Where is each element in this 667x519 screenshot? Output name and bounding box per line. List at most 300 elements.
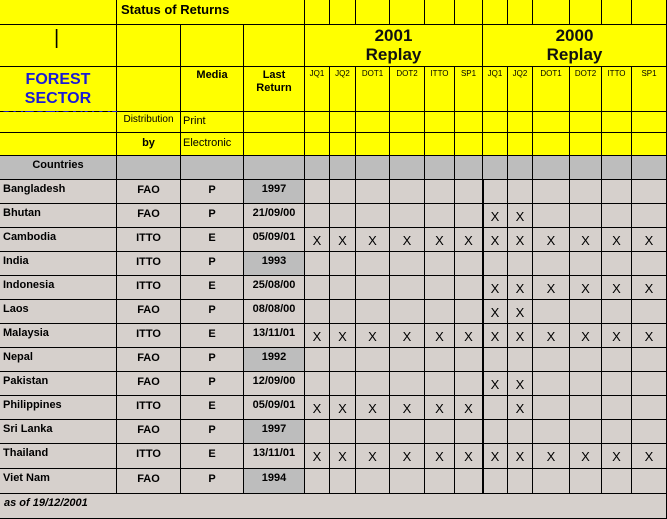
status-cell[interactable] bbox=[390, 276, 425, 300]
last-return-header-cell[interactable] bbox=[244, 67, 305, 112]
country-cell[interactable] bbox=[0, 444, 117, 469]
status-cell[interactable] bbox=[632, 252, 667, 276]
status-cell[interactable] bbox=[356, 444, 390, 469]
status-cell[interactable] bbox=[330, 252, 356, 276]
status-cell[interactable] bbox=[455, 252, 483, 276]
status-cell[interactable] bbox=[533, 252, 570, 276]
status-cell[interactable] bbox=[330, 469, 356, 494]
header-cell-blank[interactable] bbox=[483, 0, 508, 25]
header-cell-blank[interactable] bbox=[330, 156, 356, 180]
status-cell[interactable] bbox=[356, 228, 390, 252]
status-cell[interactable] bbox=[508, 469, 533, 494]
last-return-cell[interactable] bbox=[244, 469, 305, 494]
header-cell-blank[interactable] bbox=[390, 133, 425, 156]
status-cell[interactable] bbox=[425, 252, 455, 276]
status-cell[interactable] bbox=[305, 204, 330, 228]
status-cell[interactable] bbox=[356, 300, 390, 324]
header-cell-blank[interactable] bbox=[533, 133, 570, 156]
country-cell[interactable] bbox=[0, 469, 117, 494]
status-cell[interactable] bbox=[602, 228, 632, 252]
status-cell[interactable] bbox=[483, 252, 508, 276]
header-cell-blank[interactable] bbox=[570, 156, 602, 180]
footer-cell[interactable] bbox=[0, 494, 667, 519]
header-cell-blank[interactable] bbox=[356, 156, 390, 180]
header-cell-blank[interactable] bbox=[305, 156, 330, 180]
status-cell[interactable] bbox=[356, 396, 390, 420]
header-cell-blank[interactable] bbox=[0, 0, 117, 25]
status-cell[interactable] bbox=[602, 469, 632, 494]
status-cell[interactable] bbox=[455, 204, 483, 228]
status-cell[interactable] bbox=[305, 228, 330, 252]
status-cell[interactable] bbox=[305, 420, 330, 444]
status-cell[interactable] bbox=[570, 324, 602, 348]
status-cell[interactable] bbox=[533, 469, 570, 494]
status-cell[interactable] bbox=[533, 180, 570, 204]
header-cell-blank[interactable] bbox=[181, 156, 244, 180]
subcolumn-header-dot1[interactable] bbox=[533, 67, 570, 112]
header-cell-blank[interactable] bbox=[425, 133, 455, 156]
status-cell[interactable] bbox=[356, 180, 390, 204]
status-cell[interactable] bbox=[455, 444, 483, 469]
media-cell[interactable] bbox=[181, 252, 244, 276]
media-cell[interactable] bbox=[181, 300, 244, 324]
status-cell[interactable] bbox=[570, 396, 602, 420]
status-cell[interactable] bbox=[356, 469, 390, 494]
country-name: Malaysia bbox=[3, 327, 49, 339]
status-cell[interactable] bbox=[602, 276, 632, 300]
status-cell[interactable] bbox=[455, 348, 483, 372]
group-2001-header[interactable] bbox=[305, 25, 483, 67]
distribution-cell[interactable] bbox=[117, 420, 181, 444]
media-cell[interactable] bbox=[181, 324, 244, 348]
by-header-cell[interactable] bbox=[117, 133, 181, 156]
status-cell[interactable] bbox=[483, 228, 508, 252]
subcolumn-header-sp1[interactable] bbox=[455, 67, 483, 112]
header-cell-blank[interactable] bbox=[356, 0, 390, 25]
status-cell[interactable] bbox=[483, 276, 508, 300]
distribution-header-cell[interactable] bbox=[117, 112, 181, 133]
header-cell-blank[interactable] bbox=[0, 133, 117, 156]
header-cell-blank[interactable] bbox=[533, 156, 570, 180]
country-cell[interactable] bbox=[0, 324, 117, 348]
status-cell[interactable] bbox=[356, 252, 390, 276]
status-cell[interactable] bbox=[425, 276, 455, 300]
header-cell-blank[interactable] bbox=[330, 133, 356, 156]
print-header-cell[interactable] bbox=[181, 112, 244, 133]
x-mark: X bbox=[612, 449, 621, 464]
status-cell[interactable] bbox=[425, 348, 455, 372]
status-cell[interactable] bbox=[602, 252, 632, 276]
status-cell[interactable] bbox=[390, 444, 425, 469]
header-cell-blank[interactable] bbox=[570, 0, 602, 25]
status-cell[interactable] bbox=[602, 324, 632, 348]
distribution-cell[interactable] bbox=[117, 204, 181, 228]
subcolumn-header-itto[interactable] bbox=[602, 67, 632, 112]
status-cell[interactable] bbox=[305, 252, 330, 276]
status-cell[interactable] bbox=[425, 372, 455, 396]
status-cell[interactable] bbox=[570, 252, 602, 276]
header-cell-blank[interactable] bbox=[632, 0, 667, 25]
status-cell[interactable] bbox=[483, 180, 508, 204]
media-cell[interactable] bbox=[181, 469, 244, 494]
status-cell[interactable] bbox=[330, 204, 356, 228]
status-cell[interactable] bbox=[330, 348, 356, 372]
subcolumn-header-jq2[interactable] bbox=[330, 67, 356, 112]
status-cell[interactable] bbox=[632, 396, 667, 420]
status-cell[interactable] bbox=[508, 324, 533, 348]
last-return-cell[interactable] bbox=[244, 276, 305, 300]
last-return-cell[interactable] bbox=[244, 444, 305, 469]
last-return-cell[interactable] bbox=[244, 300, 305, 324]
media-cell[interactable] bbox=[181, 444, 244, 469]
status-cell[interactable] bbox=[570, 372, 602, 396]
status-cell[interactable] bbox=[390, 372, 425, 396]
header-cell-blank[interactable] bbox=[508, 133, 533, 156]
header-cell-blank[interactable] bbox=[117, 25, 181, 67]
status-cell[interactable] bbox=[455, 324, 483, 348]
status-cell[interactable] bbox=[305, 300, 330, 324]
last-return-cell[interactable] bbox=[244, 204, 305, 228]
status-cell[interactable] bbox=[483, 372, 508, 396]
status-cell[interactable] bbox=[455, 469, 483, 494]
header-cell-blank[interactable] bbox=[455, 0, 483, 25]
country-cell[interactable] bbox=[0, 348, 117, 372]
status-cell[interactable] bbox=[570, 228, 602, 252]
media-cell[interactable] bbox=[181, 180, 244, 204]
status-cell[interactable] bbox=[508, 444, 533, 469]
header-cell-blank[interactable] bbox=[602, 0, 632, 25]
header-cell-blank[interactable] bbox=[602, 156, 632, 180]
header-cell-blank[interactable] bbox=[244, 112, 305, 133]
media-cell[interactable] bbox=[181, 372, 244, 396]
header-cell-blank[interactable] bbox=[483, 156, 508, 180]
status-cell[interactable] bbox=[508, 300, 533, 324]
last-return-cell[interactable] bbox=[244, 396, 305, 420]
status-title-cell[interactable] bbox=[117, 0, 305, 25]
status-cell[interactable] bbox=[390, 348, 425, 372]
status-cell[interactable] bbox=[330, 372, 356, 396]
status-cell[interactable] bbox=[425, 204, 455, 228]
group-2000-header[interactable] bbox=[483, 25, 667, 67]
header-cell-blank[interactable] bbox=[533, 112, 570, 133]
country-cell[interactable] bbox=[0, 180, 117, 204]
x-mark: X bbox=[338, 233, 347, 248]
media-cell[interactable] bbox=[181, 204, 244, 228]
subcolumn-header-jq2[interactable] bbox=[508, 67, 533, 112]
status-cell[interactable] bbox=[305, 469, 330, 494]
status-cell[interactable] bbox=[533, 444, 570, 469]
status-cell[interactable] bbox=[632, 180, 667, 204]
status-cell[interactable] bbox=[305, 276, 330, 300]
header-cell-blank[interactable] bbox=[244, 156, 305, 180]
status-cell[interactable] bbox=[508, 372, 533, 396]
status-cell[interactable] bbox=[533, 324, 570, 348]
status-cell[interactable] bbox=[305, 324, 330, 348]
status-cell[interactable] bbox=[305, 396, 330, 420]
header-cell-blank[interactable] bbox=[356, 133, 390, 156]
header-cell-blank[interactable] bbox=[356, 112, 390, 133]
status-cell[interactable] bbox=[425, 300, 455, 324]
last-return-cell[interactable] bbox=[244, 228, 305, 252]
header-cell-blank[interactable] bbox=[632, 156, 667, 180]
last-return-cell[interactable] bbox=[244, 324, 305, 348]
header-cell-blank[interactable] bbox=[181, 25, 244, 67]
status-cell[interactable] bbox=[390, 252, 425, 276]
status-cell[interactable] bbox=[305, 348, 330, 372]
header-cell-blank[interactable] bbox=[455, 112, 483, 133]
status-cell[interactable] bbox=[602, 420, 632, 444]
status-cell[interactable] bbox=[330, 300, 356, 324]
media-cell[interactable] bbox=[181, 420, 244, 444]
status-cell[interactable] bbox=[602, 372, 632, 396]
last-return-cell[interactable] bbox=[244, 348, 305, 372]
header-cell-blank[interactable] bbox=[305, 112, 330, 133]
last-return-cell[interactable] bbox=[244, 372, 305, 396]
last-return-cell[interactable] bbox=[244, 420, 305, 444]
country-cell[interactable] bbox=[0, 300, 117, 324]
header-cell-blank[interactable] bbox=[508, 0, 533, 25]
status-cell[interactable] bbox=[602, 180, 632, 204]
country-cell[interactable] bbox=[0, 276, 117, 300]
distribution-cell[interactable] bbox=[117, 180, 181, 204]
status-cell[interactable] bbox=[330, 420, 356, 444]
status-cell[interactable] bbox=[632, 420, 667, 444]
status-cell[interactable] bbox=[570, 469, 602, 494]
status-cell[interactable] bbox=[508, 348, 533, 372]
status-cell[interactable] bbox=[425, 444, 455, 469]
status-cell[interactable] bbox=[602, 204, 632, 228]
distribution-cell[interactable] bbox=[117, 372, 181, 396]
header-cell-blank[interactable] bbox=[425, 156, 455, 180]
status-cell[interactable] bbox=[570, 180, 602, 204]
status-cell[interactable] bbox=[390, 324, 425, 348]
status-cell[interactable] bbox=[632, 372, 667, 396]
header-cell-blank[interactable] bbox=[244, 25, 305, 67]
distribution-cell[interactable] bbox=[117, 252, 181, 276]
status-cell[interactable] bbox=[330, 228, 356, 252]
header-cell-blank[interactable] bbox=[533, 0, 570, 25]
status-cell[interactable] bbox=[483, 300, 508, 324]
distribution-cell[interactable] bbox=[117, 300, 181, 324]
status-cell[interactable] bbox=[570, 420, 602, 444]
status-cell[interactable] bbox=[455, 300, 483, 324]
header-cell-blank[interactable] bbox=[425, 0, 455, 25]
status-cell[interactable] bbox=[632, 324, 667, 348]
status-cell[interactable] bbox=[390, 300, 425, 324]
status-cell[interactable] bbox=[330, 324, 356, 348]
status-cell[interactable] bbox=[533, 228, 570, 252]
status-cell[interactable] bbox=[483, 324, 508, 348]
country-cell[interactable] bbox=[0, 372, 117, 396]
subcolumn-header-dot2[interactable] bbox=[570, 67, 602, 112]
media-cell[interactable] bbox=[181, 276, 244, 300]
header-cell-blank[interactable] bbox=[425, 112, 455, 133]
status-cell[interactable] bbox=[483, 420, 508, 444]
status-cell[interactable] bbox=[533, 276, 570, 300]
last-return-value: 1997 bbox=[261, 423, 287, 435]
status-cell[interactable] bbox=[390, 420, 425, 444]
header-cell-blank[interactable] bbox=[330, 112, 356, 133]
status-cell[interactable] bbox=[508, 204, 533, 228]
header-cell-blank[interactable] bbox=[632, 133, 667, 156]
header-cell-blank[interactable] bbox=[390, 156, 425, 180]
status-cell[interactable] bbox=[455, 372, 483, 396]
status-cell[interactable] bbox=[305, 372, 330, 396]
distribution-cell[interactable] bbox=[117, 396, 181, 420]
header-cell-blank[interactable] bbox=[570, 112, 602, 133]
header-cell-blank[interactable] bbox=[117, 156, 181, 180]
subcolumn-header-dot1[interactable] bbox=[356, 67, 390, 112]
header-cell-blank[interactable] bbox=[330, 0, 356, 25]
status-cell[interactable] bbox=[305, 444, 330, 469]
status-cell[interactable] bbox=[632, 300, 667, 324]
status-cell[interactable] bbox=[483, 444, 508, 469]
status-cell[interactable] bbox=[455, 228, 483, 252]
header-cell-blank[interactable] bbox=[508, 156, 533, 180]
subcolumn-header-itto[interactable] bbox=[425, 67, 455, 112]
header-cell-blank[interactable] bbox=[483, 112, 508, 133]
status-cell[interactable] bbox=[508, 276, 533, 300]
x-mark: X bbox=[368, 329, 377, 344]
distribution-cell[interactable] bbox=[117, 276, 181, 300]
countries-header-cell[interactable] bbox=[0, 156, 117, 180]
header-cell-blank[interactable] bbox=[455, 156, 483, 180]
status-cell[interactable] bbox=[632, 469, 667, 494]
status-cell[interactable] bbox=[632, 276, 667, 300]
status-cell[interactable] bbox=[425, 324, 455, 348]
header-cell-blank[interactable] bbox=[632, 112, 667, 133]
status-cell[interactable] bbox=[570, 300, 602, 324]
status-cell[interactable] bbox=[602, 444, 632, 469]
status-cell[interactable] bbox=[533, 396, 570, 420]
status-cell[interactable] bbox=[356, 276, 390, 300]
status-cell[interactable] bbox=[425, 396, 455, 420]
header-cell-blank[interactable] bbox=[390, 0, 425, 25]
status-cell[interactable] bbox=[455, 276, 483, 300]
status-cell[interactable] bbox=[533, 420, 570, 444]
distribution-value: ITTO bbox=[136, 328, 161, 340]
header-cell-blank[interactable] bbox=[305, 133, 330, 156]
status-cell[interactable] bbox=[356, 420, 390, 444]
media-header-cell[interactable] bbox=[181, 67, 244, 112]
distribution-cell[interactable] bbox=[117, 324, 181, 348]
questionnaire-title-cell[interactable] bbox=[0, 67, 117, 112]
status-cell[interactable] bbox=[390, 469, 425, 494]
status-cell[interactable] bbox=[356, 204, 390, 228]
header-cell-blank[interactable] bbox=[244, 133, 305, 156]
status-cell[interactable] bbox=[570, 276, 602, 300]
distribution-cell[interactable] bbox=[117, 444, 181, 469]
status-cell[interactable] bbox=[508, 396, 533, 420]
status-cell[interactable] bbox=[508, 252, 533, 276]
status-cell[interactable] bbox=[570, 444, 602, 469]
status-cell[interactable] bbox=[570, 204, 602, 228]
distribution-cell[interactable] bbox=[117, 469, 181, 494]
status-cell[interactable] bbox=[483, 204, 508, 228]
media-cell[interactable] bbox=[181, 348, 244, 372]
cursor-cell[interactable] bbox=[0, 25, 117, 67]
status-cell[interactable] bbox=[533, 348, 570, 372]
status-cell[interactable] bbox=[632, 348, 667, 372]
last-return-cell[interactable] bbox=[244, 252, 305, 276]
status-cell[interactable] bbox=[390, 396, 425, 420]
header-cell-blank[interactable] bbox=[117, 67, 181, 112]
header-cell-blank[interactable] bbox=[602, 112, 632, 133]
status-cell[interactable] bbox=[570, 348, 602, 372]
status-cell[interactable] bbox=[483, 348, 508, 372]
status-cell[interactable] bbox=[425, 420, 455, 444]
country-cell[interactable] bbox=[0, 204, 117, 228]
status-cell[interactable] bbox=[632, 444, 667, 469]
electronic-header-cell[interactable] bbox=[181, 133, 244, 156]
subcolumn-header-dot2[interactable] bbox=[390, 67, 425, 112]
status-cell[interactable] bbox=[455, 180, 483, 204]
header-cell-blank[interactable] bbox=[305, 0, 330, 25]
header-cell-blank[interactable] bbox=[483, 133, 508, 156]
header-cell-blank[interactable] bbox=[602, 133, 632, 156]
x-mark: X bbox=[368, 233, 377, 248]
status-cell[interactable] bbox=[483, 396, 508, 420]
status-cell[interactable] bbox=[533, 300, 570, 324]
media-cell[interactable] bbox=[181, 396, 244, 420]
subcolumn-header-jq1[interactable] bbox=[483, 67, 508, 112]
status-cell[interactable] bbox=[632, 228, 667, 252]
country-cell[interactable] bbox=[0, 228, 117, 252]
status-cell[interactable] bbox=[425, 228, 455, 252]
status-cell[interactable] bbox=[508, 180, 533, 204]
status-cell[interactable] bbox=[602, 348, 632, 372]
header-cell-blank[interactable] bbox=[570, 133, 602, 156]
status-cell[interactable] bbox=[305, 180, 330, 204]
media-cell[interactable] bbox=[181, 228, 244, 252]
status-cell[interactable] bbox=[483, 469, 508, 494]
status-cell[interactable] bbox=[632, 204, 667, 228]
status-cell[interactable] bbox=[330, 444, 356, 469]
country-cell[interactable] bbox=[0, 420, 117, 444]
header-cell-blank[interactable] bbox=[455, 133, 483, 156]
status-cell[interactable] bbox=[508, 228, 533, 252]
status-cell[interactable] bbox=[390, 228, 425, 252]
status-cell[interactable] bbox=[390, 180, 425, 204]
header-cell-blank[interactable] bbox=[390, 112, 425, 133]
status-cell[interactable] bbox=[330, 180, 356, 204]
status-cell[interactable] bbox=[390, 204, 425, 228]
subcolumn-header-jq1[interactable] bbox=[305, 67, 330, 112]
status-cell[interactable] bbox=[330, 396, 356, 420]
distribution-cell[interactable] bbox=[117, 228, 181, 252]
last-return-cell[interactable] bbox=[244, 180, 305, 204]
status-cell[interactable] bbox=[533, 204, 570, 228]
status-cell[interactable] bbox=[533, 372, 570, 396]
status-cell[interactable] bbox=[455, 420, 483, 444]
status-cell[interactable] bbox=[602, 396, 632, 420]
header-cell-blank[interactable] bbox=[0, 112, 117, 133]
status-cell[interactable] bbox=[508, 420, 533, 444]
country-cell[interactable] bbox=[0, 252, 117, 276]
header-cell-blank[interactable] bbox=[508, 112, 533, 133]
status-cell[interactable] bbox=[356, 324, 390, 348]
status-cell[interactable] bbox=[425, 180, 455, 204]
subcolumn-header-sp1[interactable] bbox=[632, 67, 667, 112]
status-cell[interactable] bbox=[356, 372, 390, 396]
country-cell[interactable] bbox=[0, 396, 117, 420]
status-cell[interactable] bbox=[330, 276, 356, 300]
distribution-cell[interactable] bbox=[117, 348, 181, 372]
status-cell[interactable] bbox=[602, 300, 632, 324]
status-cell[interactable] bbox=[425, 469, 455, 494]
status-cell[interactable] bbox=[455, 396, 483, 420]
status-cell[interactable] bbox=[356, 348, 390, 372]
